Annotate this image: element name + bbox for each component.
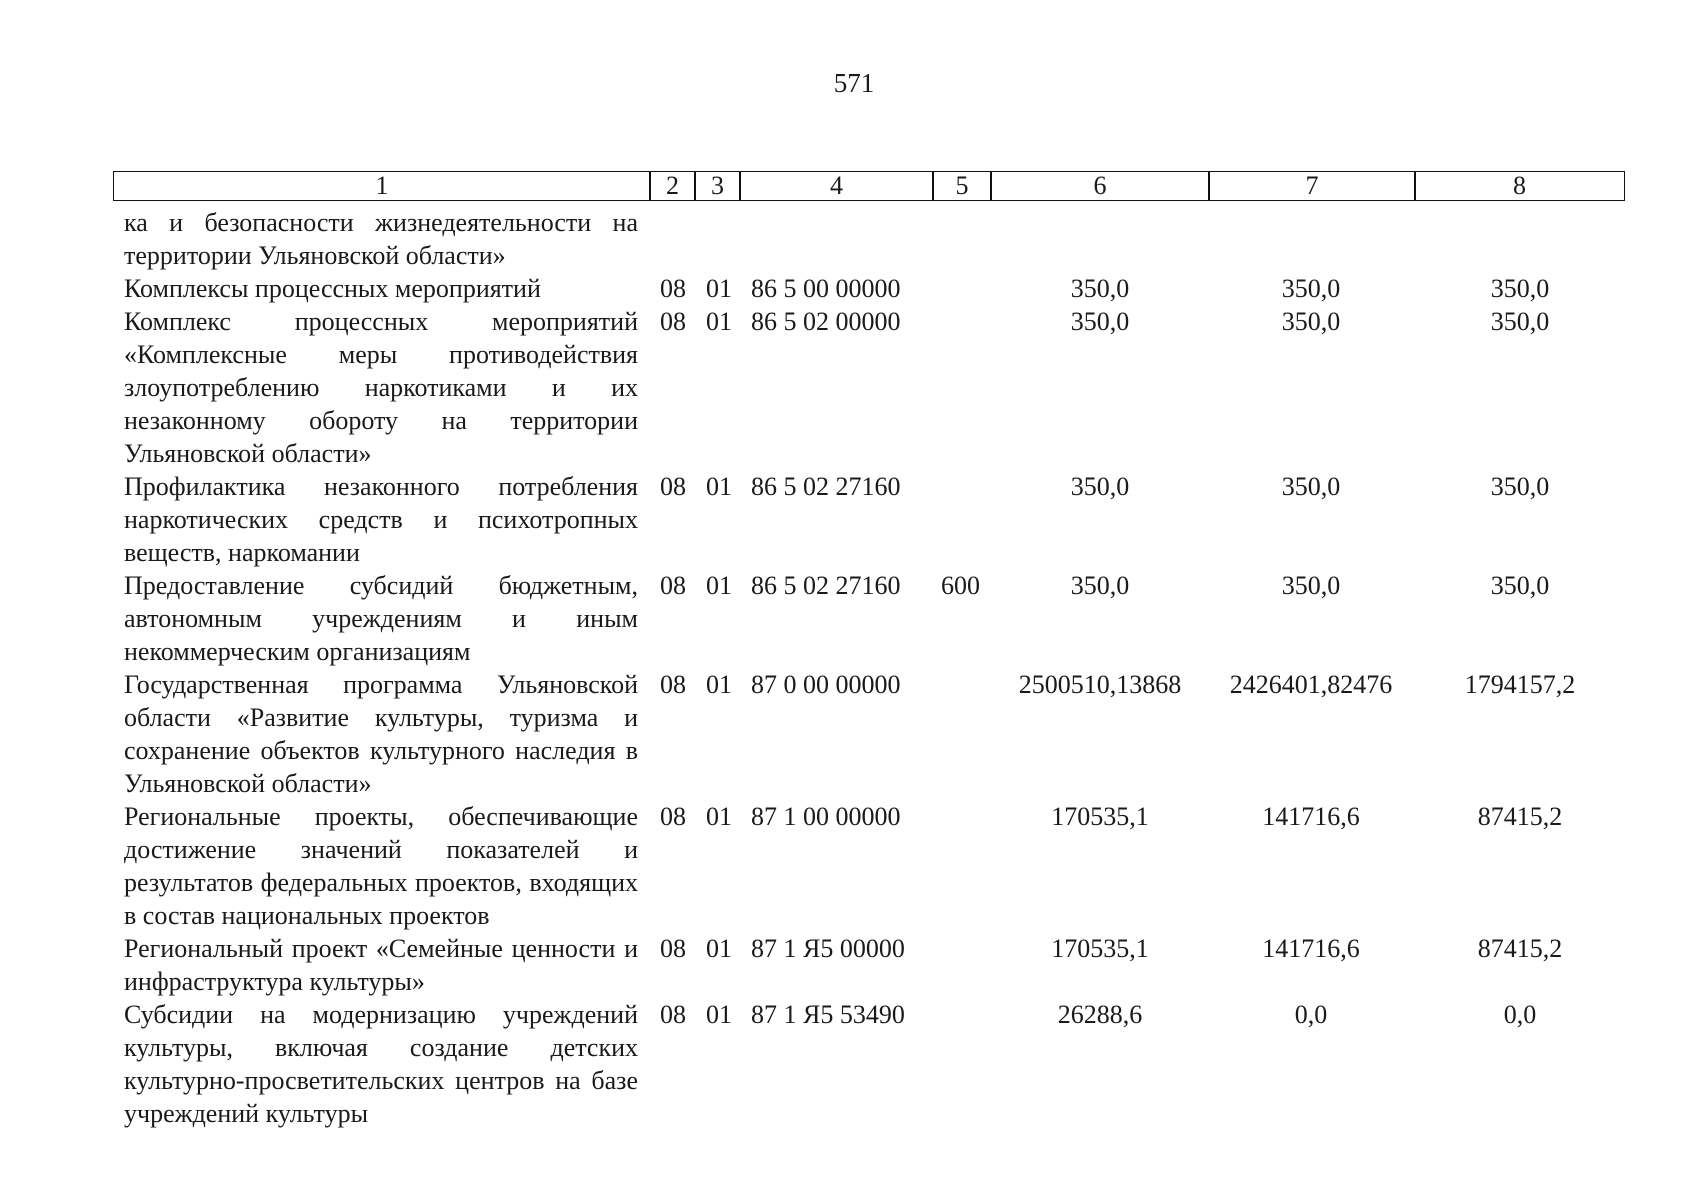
row-cell-c7: 350,0: [1281, 472, 1341, 501]
row-cell-c8: 350,0: [1490, 307, 1550, 336]
header-col-6: 6: [990, 171, 1210, 201]
row-cell-c4: 87 0 00 00000: [751, 670, 901, 699]
row-cell-c2: 08: [660, 571, 686, 600]
row-cell-c7: 350,0: [1281, 274, 1341, 303]
row-cell-c4: 86 5 00 00000: [751, 274, 901, 303]
row-name: Комплекс процессных мероприятий «Комплексные меры противодействия злоупотреблению наркотиками и их незаконному обороту на территории Ульяновской области»: [124, 307, 638, 468]
row-cell-c3: 01: [706, 802, 732, 831]
row-cell-c6: 170535,1: [1051, 802, 1149, 831]
table-row: [0, 998, 1708, 1130]
row-cell-c7: 141716,6: [1262, 802, 1360, 831]
table-header: [113, 171, 1625, 205]
row-cell-c3: 01: [706, 472, 732, 501]
row-cell-c6: 350,0: [1070, 274, 1130, 303]
row-cell-c2: 08: [660, 472, 686, 501]
row-cell-c3: 01: [706, 1000, 732, 1029]
row-cell-c3: 01: [706, 934, 732, 963]
row-cell-c2: 08: [660, 670, 686, 699]
table-row: [0, 932, 1708, 998]
row-cell-c2: 08: [660, 934, 686, 963]
page-number: 571: [833, 68, 875, 98]
table-row: [0, 305, 1708, 470]
row-cell-c8: 87415,2: [1477, 934, 1563, 963]
header-col-8: 8: [1414, 171, 1625, 201]
row-cell-c6: 26288,6: [1057, 1000, 1143, 1029]
row-name: Профилактика незаконного потребления наркотических средств и психотропных веществ, наркомании: [124, 472, 638, 567]
table-row: [0, 569, 1708, 668]
row-cell-c2: 08: [660, 307, 686, 336]
row-cell-c8: 1794157,2: [1464, 670, 1576, 699]
row-cell-c6: 350,0: [1070, 307, 1130, 336]
row-cell-c4: 87 1 00 00000: [751, 802, 901, 831]
row-cell-c7: 0,0: [1294, 1000, 1328, 1029]
row-cell-c4: 87 1 Я5 00000: [751, 934, 905, 963]
row-cell-c3: 01: [706, 307, 732, 336]
row-cell-c6: 350,0: [1070, 472, 1130, 501]
row-cell-c2: 08: [660, 274, 686, 303]
table-row: [0, 668, 1708, 800]
row-cell-c6: 350,0: [1070, 571, 1130, 600]
row-cell-c6: 2500510,13868: [1018, 670, 1182, 699]
row-cell-c7: 141716,6: [1262, 934, 1360, 963]
table-row: [0, 800, 1708, 932]
table-row: [0, 206, 1708, 272]
row-cell-c7: 350,0: [1281, 307, 1341, 336]
row-cell-c8: 350,0: [1490, 472, 1550, 501]
table-body: [0, 206, 1708, 1130]
row-cell-c3: 01: [706, 274, 732, 303]
row-name: Субсидии на модернизацию учреждений культуры, включая создание детских культурно-просветительских центров на базе учреждений культуры: [124, 1000, 638, 1128]
row-cell-c8: 0,0: [1503, 1000, 1537, 1029]
row-cell-c2: 08: [660, 802, 686, 831]
row-cell-c3: 01: [706, 670, 732, 699]
header-col-7: 7: [1208, 171, 1416, 201]
row-cell-c4: 87 1 Я5 53490: [751, 1000, 905, 1029]
row-name: Предоставление субсидий бюджетным, автономным учреждениям и иным некоммерческим организациям: [124, 571, 638, 666]
row-cell-c8: 350,0: [1490, 274, 1550, 303]
table-row: [0, 470, 1708, 569]
table-row: [0, 272, 1708, 305]
row-cell-c4: 86 5 02 27160: [751, 571, 901, 600]
header-col-3: 3: [694, 171, 741, 201]
row-cell-c7: 2426401,82476: [1229, 670, 1393, 699]
row-cell-c8: 350,0: [1490, 571, 1550, 600]
row-name: ка и безопасности жизнедеятельности на территории Ульяновской области»: [124, 208, 638, 270]
header-col-1: 1: [113, 171, 651, 201]
header-col-4: 4: [739, 171, 934, 201]
row-name: Государственная программа Ульяновской области «Развитие культуры, туризма и сохранение объектов культурного наследия в Ульяновской области»: [124, 670, 638, 798]
header-col-2: 2: [649, 171, 696, 201]
row-cell-c4: 86 5 02 27160: [751, 472, 901, 501]
row-cell-c8: 87415,2: [1477, 802, 1563, 831]
row-name: Региональный проект «Семейные ценности и инфраструктура культуры»: [124, 934, 638, 996]
row-cell-c3: 01: [706, 571, 732, 600]
row-cell-c2: 08: [660, 1000, 686, 1029]
row-name: Региональные проекты, обеспечивающие достижение значений показателей и результатов федеральных проектов, входящих в состав национальных проектов: [124, 802, 638, 930]
row-cell-c4: 86 5 02 00000: [751, 307, 901, 336]
row-cell-c7: 350,0: [1281, 571, 1341, 600]
header-col-5: 5: [932, 171, 992, 201]
row-cell-c6: 170535,1: [1051, 934, 1149, 963]
row-cell-c5: 600: [941, 571, 980, 600]
row-name: Комплексы процессных мероприятий: [124, 274, 541, 303]
